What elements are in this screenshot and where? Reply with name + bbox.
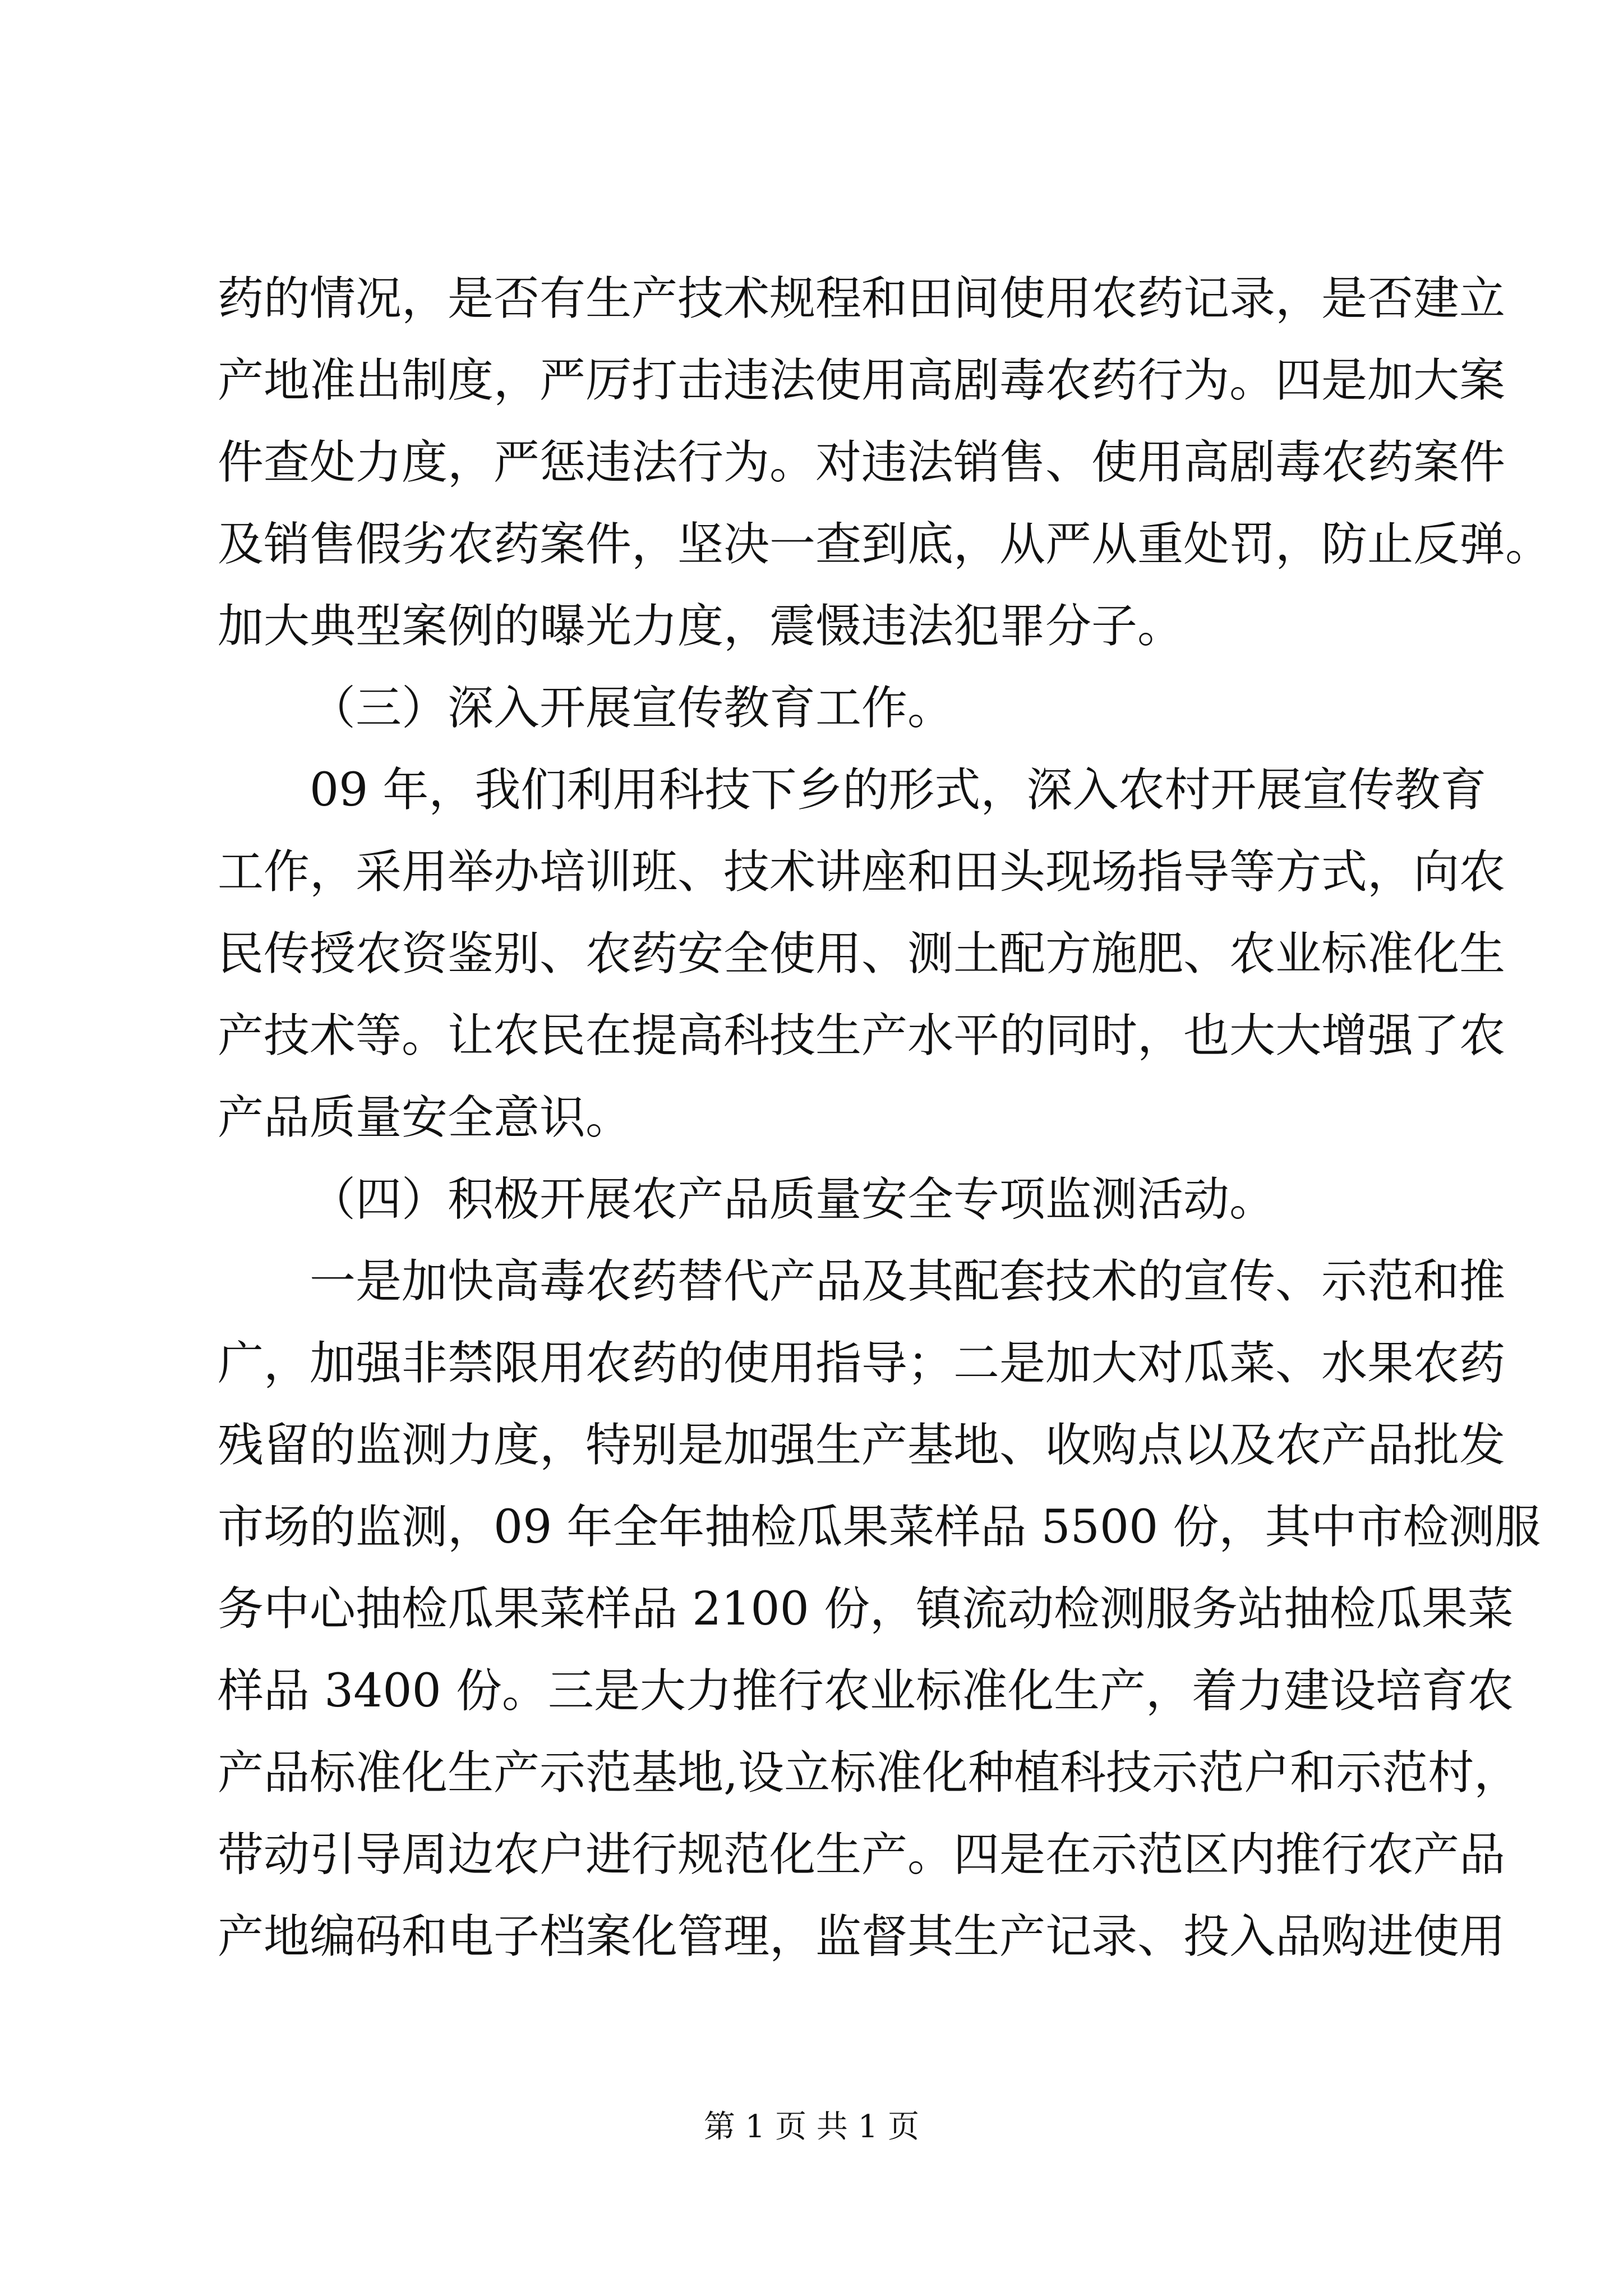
text-line: 广，加强非禁限用农药的使用指导；二是加大对瓜菜、水果农药 [218, 1337, 1506, 1390]
text-line: 一是加快高毒农药替代产品及其配套技术的宣传、示范和推 [310, 1255, 1506, 1308]
text-line: 件查处力度，严惩违法行为。对违法销售、使用高剧毒农药案件 [218, 436, 1506, 489]
text-line: 药的情况，是否有生产技术规程和田间使用农药记录，是否建立 [218, 272, 1506, 325]
text-line: 及销售假劣农药案件，坚决一查到底，从严从重处罚，防止反弹。 [218, 518, 1552, 571]
text-line: 09 年，我们利用科技下乡的形式，深入农村开展宣传教育 [310, 763, 1487, 817]
document-body [218, 258, 1552, 1978]
text-line: 务中心抽检瓜果菜样品 2100 份，镇流动检测服务站抽检瓜果菜 [218, 1582, 1514, 1636]
text-line: 带动引导周边农户进行规范化生产。四是在示范区内推行农产品 [218, 1828, 1506, 1881]
text-line: 市场的监测，09 年全年抽检瓜果菜样品 5500 份，其中市检测服 [218, 1501, 1541, 1554]
text-line: 工作，采用举办培训班、技术讲座和田头现场指导等方式，向农 [218, 845, 1506, 899]
text-line: 样品 3400 份。三是大力推行农业标准化生产，着力建设培育农 [218, 1664, 1514, 1718]
text-line: 加大典型案例的曝光力度，震慑违法犯罪分子。 [218, 600, 1184, 653]
text-line: 民传授农资鉴别、农药安全使用、测土配方施肥、农业标准化生 [218, 927, 1506, 981]
text-line: 残留的监测力度，特别是加强生产基地、收购点以及农产品批发 [218, 1419, 1506, 1472]
text-line: 产品质量安全意识。 [218, 1091, 632, 1144]
text-line: 产品标准化生产示范基地,设立标准化种植科技示范户和示范村， [218, 1746, 1520, 1800]
page-number-footer: 第 1 页 共 1 页 [703, 2109, 920, 2145]
text-line: 产地准出制度，严厉打击违法使用高剧毒农药行为。四是加大案 [218, 354, 1506, 407]
section-heading-4: （四）积极开展农产品质量安全专项监测活动。 [310, 1173, 1276, 1226]
text-line: 产地编码和电子档案化管理，监督其生产记录、投入品购进使用 [218, 1910, 1506, 1963]
text-line: 产技术等。让农民在提高科技生产水平的同时，也大大增强了农 [218, 1009, 1506, 1062]
section-heading-3: （三）深入开展宣传教育工作。 [310, 682, 954, 735]
